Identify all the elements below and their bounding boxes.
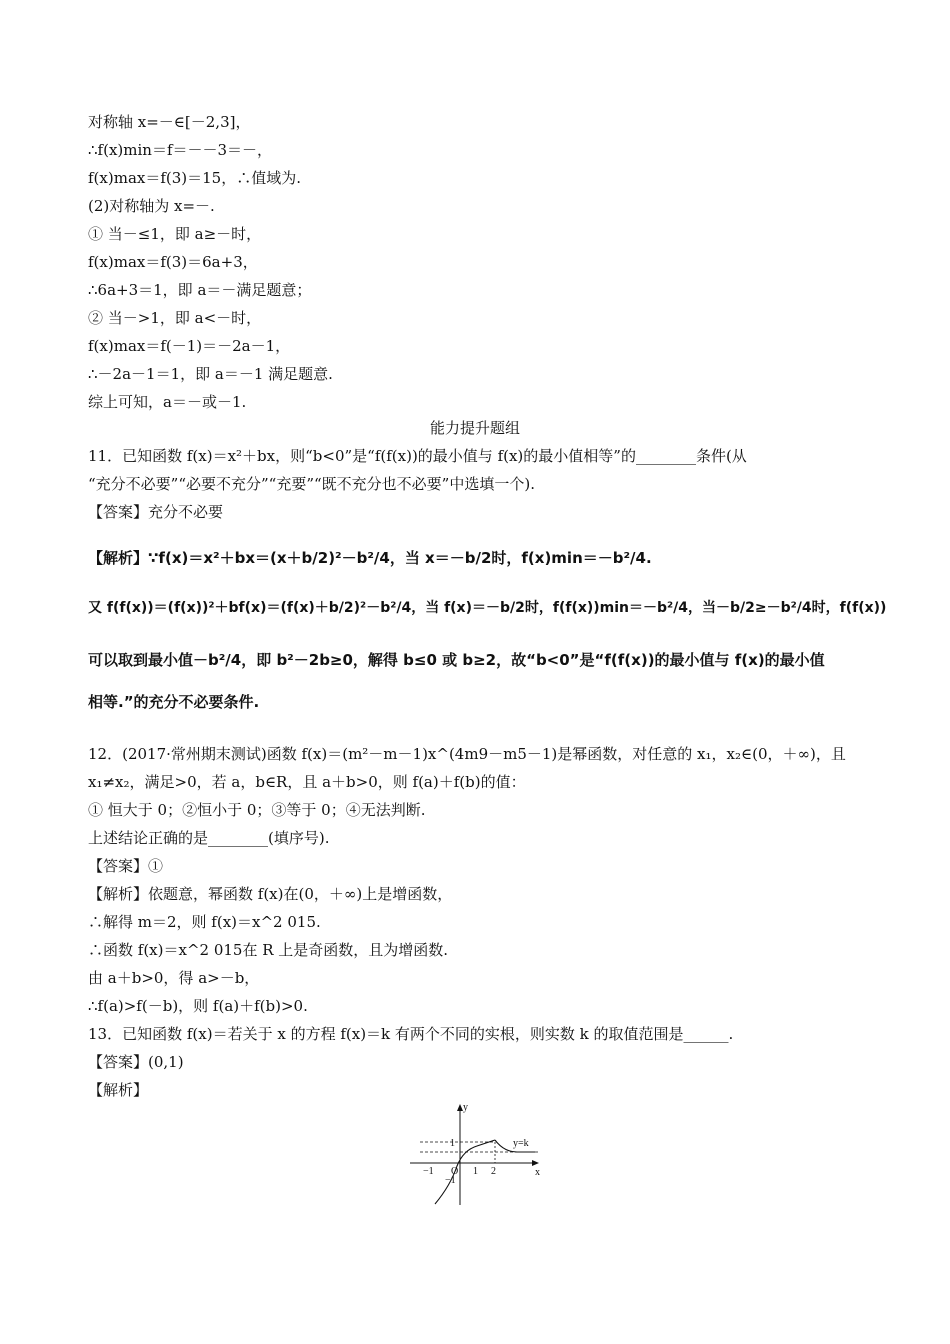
text-line: (2)对称轴为 x=－. xyxy=(88,197,215,215)
question-13: 13．已知函数 f(x)＝若关于 x 的方程 f(x)＝k 有两个不同的实根，则实数 k 的取值范围是______. xyxy=(88,1025,734,1043)
section-heading: 能力提升题组 xyxy=(429,419,520,437)
analysis-line: 相等.”的充分不必要条件. xyxy=(88,693,260,711)
analysis-line: 【解析】 xyxy=(88,1081,149,1099)
analysis-line: 【解析】依题意，幂函数 f(x)在(0，＋∞)上是增函数， xyxy=(88,885,453,903)
text-line: ∴6a+3＝1，即 a＝－满足题意； xyxy=(88,281,312,299)
text-line: ∴函数 f(x)＝x^2 015在 R 上是奇函数，且为增函数. xyxy=(88,941,449,959)
question-11: 11．已知函数 f(x)＝x²＋bx，则“b<0”是“f(f(x))的最小值与 f(x)的最小值相等”的________条件(从 xyxy=(88,447,747,465)
text-line: f(x)max＝f(3)＝6a+3， xyxy=(88,253,258,271)
question-12: 12．(2017·常州期末测试)函数 f(x)＝(m²－m－1)x^(4m9－m5－1)是幂函数，对任意的 x₁，x₂∈(0，＋∞)，且 xyxy=(88,745,846,763)
origin-label: O xyxy=(451,1166,459,1177)
analysis-line: 又 f(f(x))＝(f(x))²＋bf(x)＝(f(x)＋b/2)²－b²/4，当 f(x)＝－b/2时，f(f(x))min＝－b²/4，当－b/2≥－b²/4时，f(f(x)) xyxy=(88,600,887,616)
text-line: 对称轴 x=－∈[－2,3]， xyxy=(88,113,251,131)
x-axis-label: x xyxy=(535,1167,540,1178)
function-graph xyxy=(405,1100,545,1210)
text-line: ∴f(a)>f(－b)，则 f(a)＋f(b)>0. xyxy=(88,997,308,1015)
text-line: ② 当－>1，即 a<－时， xyxy=(88,309,262,327)
line-label: y=k xyxy=(513,1138,529,1149)
text-line: ∴－2a－1＝1，即 a＝－1 满足题意. xyxy=(88,365,333,383)
answer-line: 【答案】① xyxy=(88,857,164,875)
text-line: ① 恒大于 0；②恒小于 0；③等于 0；④无法判断. xyxy=(88,801,426,819)
text-line: ∴f(x)min＝f＝－－3＝－， xyxy=(88,141,273,159)
text-line: ∴解得 m＝2，则 f(x)＝x^2 015. xyxy=(88,913,321,931)
text-line: ① 当－≤1，即 a≥－时， xyxy=(88,225,262,243)
text-line: 由 a＋b>0，得 a>－b， xyxy=(88,969,260,987)
x-axis-arrow xyxy=(532,1160,539,1166)
answer-line: 【答案】(0,1) xyxy=(88,1053,184,1071)
text-line: x₁≠x₂，满足>0，若 a，b∈R，且 a＋b>0，则 f(a)＋f(b)的值： xyxy=(88,773,526,791)
tick-label-yneg1: −1 xyxy=(445,1175,456,1186)
text-line: f(x)max＝f(3)＝15，∴值域为. xyxy=(88,169,301,187)
text-line: 上述结论正确的是________(填序号). xyxy=(88,829,330,847)
analysis-line: 【解析】∵f(x)＝x²＋bx＝(x＋b/2)²－b²/4，当 x＝－b/2时，f(x)min＝－b²/4. xyxy=(88,549,652,567)
tick-label-x1: 1 xyxy=(473,1166,478,1177)
tick-label-x2: 2 xyxy=(491,1166,496,1177)
text-line: 综上可知，a＝－或－1. xyxy=(88,393,247,411)
curve-left xyxy=(435,1140,495,1204)
analysis-line: 可以取到最小值－b²/4，即 b²－2b≥0，解得 b≤0 或 b≥2，故“b<0”是“f(f(x))的最小值与 f(x)的最小值 xyxy=(88,651,825,669)
tick-label-xneg1: −1 xyxy=(423,1166,434,1177)
text-line: “充分不必要”“必要不充分”“充要”“既不充分也不必要”中选填一个). xyxy=(88,475,535,493)
text-line: f(x)max＝f(－1)＝－2a－1， xyxy=(88,337,291,355)
tick-label-y1: 1 xyxy=(450,1138,455,1149)
y-axis-label: y xyxy=(463,1102,468,1113)
answer-line: 【答案】充分不必要 xyxy=(88,503,224,521)
